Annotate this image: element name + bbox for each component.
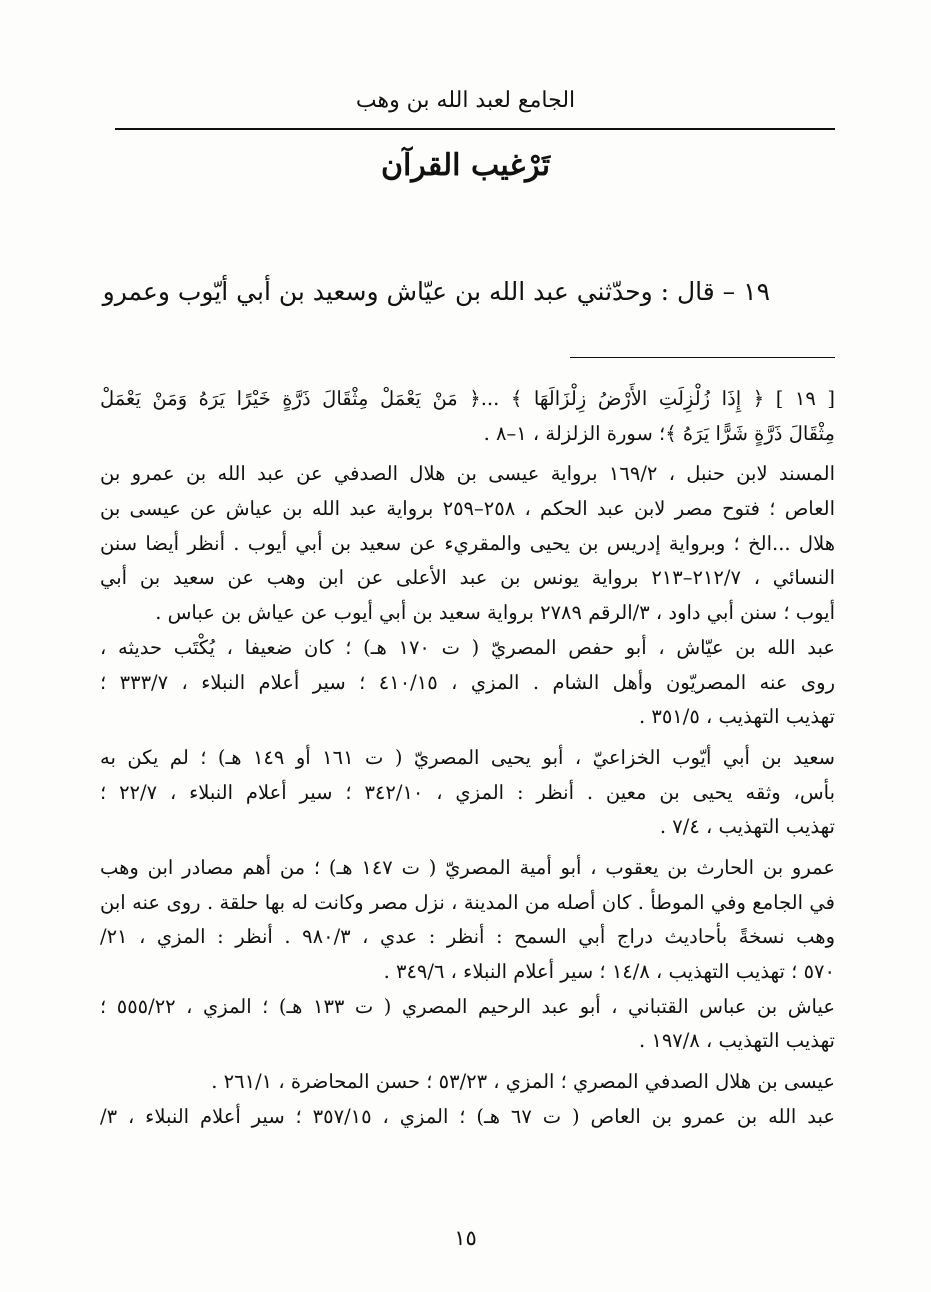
note-line: ٥٧٠ ؛ تهذيب التهذيب ، ١٤/٨ ؛ سير أعلام النبلاء ، ٣٤٩/٦ .	[383, 960, 835, 983]
note-line: في الجامع وفي الموطأ . كان أصله من المدينة ، نزل مصر وكانت له بها حلقة . روى عنه ابن	[100, 890, 835, 914]
note-line: عبد الله بن عيّاش ، أبو حفص المصريّ ( ت ١٧٠ هـ) ؛ كان ضعيفا ، يُكْتَب حديثه ،	[100, 635, 835, 659]
note-line: تهذيب التهذيب ، ١٩٧/٨ .	[638, 1029, 835, 1053]
note-line: أيوب ؛ سنن أبي داود ، ٣/الرقم ٢٧٨٩ برواية سعيد بن أبي أيوب عن عياش بن عباس .	[155, 601, 835, 625]
note-line: العاص ؛ فتوح مصر لابن عبد الحكم ، ٢٥٨–٢٥٩ برواية عبد الله بن عياش عن عيسى بن	[100, 497, 835, 521]
note-line: عمرو بن الحارث بن يعقوب ، أبو أمية المصريّ ( ت ١٤٧ هـ) ؛ من أهم مصادر ابن وهب	[100, 855, 835, 879]
chapter-title: تَرْغيب القرآن	[380, 148, 551, 183]
running-header: الجامع لعبد الله بن وهب	[355, 88, 576, 113]
footnote-rule	[570, 357, 835, 358]
note-line: [ ١٩ ] ﴿ إِذَا زُلْزِلَتِ الأَرْضُ زِلْزَالَهَا ﴾ ...﴿ مَنْ يَعْمَلْ مِثْقَالَ ذَرَّةٍ خَيْرًا يَرَهُ وَمَنْ يَعْمَلْ	[100, 387, 835, 410]
note-line: عبد الله بن عمرو بن العاص ( ت ٦٧ هـ) ؛ المزي ، ٣٥٧/١٥ ؛ سير أعلام النبلاء ، ٣/	[100, 1104, 835, 1128]
note-line: بأس، وثقه يحيى بن معين . أنظر : المزي ، ٣٤٢/١٠ ؛ سير أعلام النبلاء ، ٢٢/٧ ؛	[100, 780, 835, 804]
page-number: ١٥	[454, 1226, 477, 1250]
note-line: وهب نسخةً بأحاديث دراج أبي السمح : أنظر : عدي ، ٩٨٠/٣ . أنظر : المزي ، ٢١/	[100, 925, 835, 949]
note-line: النسائي ، ٢١٢/٧–٢١٣ برواية يونس بن عبد الأعلى عن ابن وهب عن سعيد بن أبي	[100, 566, 835, 590]
note-line: عيسى بن هلال الصدفي المصري ؛ المزي ، ٥٣/٢٣ ؛ حسن المحاضرة ، ٢٦١/١ .	[211, 1070, 835, 1094]
note-line: سعيد بن أبي أيّوب الخزاعيّ ، أبو يحيى المصريّ ( ت ١٦١ أو ١٤٩ هـ) ؛ لم يكن به	[100, 745, 835, 769]
note-line: هلال ...الخ ؛ وبرواية إدريس بن يحيى والمقريء عن سعيد بن أبي أيوب . أنظر أيضا سنن	[100, 531, 835, 555]
note-line: روى عنه المصريّون وأهل الشام . المزي ، ٤١٠/١٥ ؛ سير أعلام النبلاء ، ٣٣٣/٧ ؛	[100, 670, 835, 694]
note-line: تهذيب التهذيب ، ٧/٤ .	[659, 815, 835, 839]
note-line: مِثْقَالَ ذَرَّةٍ شَرًّا يَرَهُ ﴾؛ سورة الزلزلة ، ١–٨ .	[483, 421, 835, 445]
note-line: المسند لابن حنبل ، ١٦٩/٢ برواية عيسى بن هلال الصدفي عن عبد الله بن عمرو بن	[100, 462, 835, 486]
note-line: تهذيب التهذيب ، ٣٥١/٥ .	[638, 705, 835, 729]
main-text-line: ١٩ – قال : وحدّثني عبد الله بن عيّاش وسعيد بن أبي أيّوب وعمرو	[102, 277, 770, 306]
footnotes	[100, 382, 835, 1134]
header-rule	[115, 128, 835, 130]
note-line: عياش بن عباس القتباني ، أبو عبد الرحيم المصري ( ت ١٣٣ هـ) ؛ المزي ، ٥٥٥/٢٢ ؛	[100, 994, 835, 1018]
